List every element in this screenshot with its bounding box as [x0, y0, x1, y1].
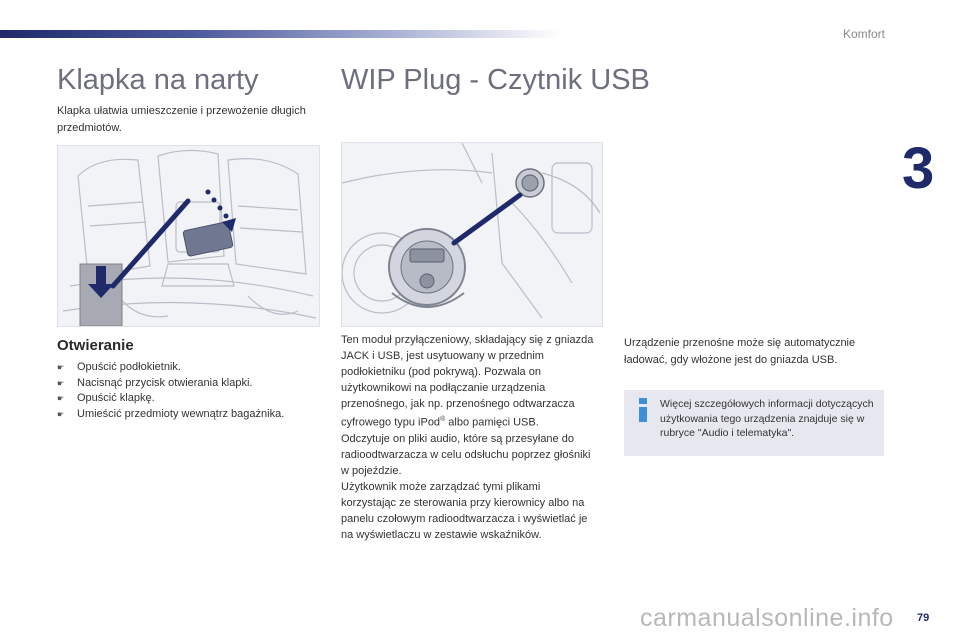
bullet-icon: ☛ [57, 378, 65, 388]
usb-description [341, 332, 596, 543]
opening-heading: Otwieranie [57, 337, 134, 354]
usb-para-1: Ten moduł przyłączeniowy, składający się z gniazda JACK i USB, jest usytuowany w przednim podłokietniku (pod pokrywą). Pozwala on użytkownikowi na podłączanie urządzenia przenośnego, jak np. przenośnego odtwarzacza cyfrowego typu iPod® albo pamięci USB. [341, 334, 594, 429]
list-item: ☛ Nacisnąć przycisk otwierania klapki. [57, 376, 284, 392]
list-item: ☛ Umieścić przedmioty wewnątrz bagażnika. [57, 407, 284, 423]
ski-hatch-lead: Klapka ułatwia umieszczenie i przewożenie długich przedmiotów. [57, 105, 306, 134]
opening-steps [57, 360, 284, 422]
usb-reader-title: WIP Plug - Czytnik USB [341, 64, 650, 96]
list-item: ☛ Opuścić klapkę. [57, 391, 284, 407]
rear-seat-drawing [58, 146, 319, 326]
bullet-icon: ☛ [57, 363, 65, 372]
usb-module-drawing [342, 143, 602, 326]
usb-para-2: Odczytuje on pliki audio, które są przesyłane do radioodtwarzacza w celu odsłuchu poprzez głośniki w pojeździe. [341, 432, 591, 477]
bullet-icon: ☛ [57, 394, 65, 403]
info-text: Więcej szczegółowych informacji dotyczących użytkowania tego urządzenia znajduje się w rubryce "Audio i telematyka". [660, 398, 874, 439]
usb-para-3: Użytkownik może zarządzać tymi plikami korzystając ze sterowania przy kierownicy albo na panelu czołowym radioodtwarzacza i wyświetlać je na wyświetlaczu w zestawie wskaźników. [341, 480, 588, 541]
info-icon [636, 398, 650, 422]
bullet-icon: ☛ [57, 409, 65, 419]
section-label: Komfort [842, 27, 885, 41]
page-number: 79 [917, 612, 930, 624]
list-item: ☛ Opuścić podłokietnik. [57, 360, 284, 376]
watermark: carmanualsonline.info [640, 604, 894, 632]
ski-hatch-title: Klapka na narty [57, 64, 259, 96]
chapter-number: 3 [902, 136, 935, 201]
info-box [624, 390, 884, 456]
usb-module-illustration [341, 142, 603, 327]
header-bar [0, 30, 560, 38]
ski-hatch-illustration [57, 145, 320, 327]
charging-note: Urządzenie przenośne może się automatycznie ładować, gdy włożone jest do gniazda USB. [624, 337, 856, 366]
